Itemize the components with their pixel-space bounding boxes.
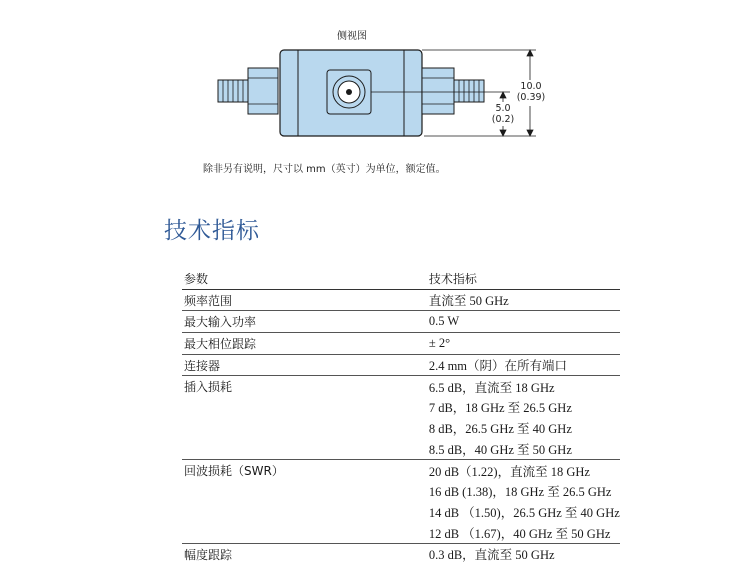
param-cell — [182, 502, 284, 523]
spec-value-cell: 16 dB (1.38)，18 GHz 至 26.5 GHz — [428, 485, 612, 500]
figure-title: 侧视图 — [337, 31, 367, 42]
dim-half: 5.0 (0.2) — [491, 103, 515, 125]
param-cell: 连接器 — [182, 354, 284, 376]
spec-value-cell: 8 dB，26.5 GHz 至 40 GHz — [428, 422, 572, 437]
table-row — [182, 397, 620, 418]
spec-value-cell: 2.4 mm（阴）在所有端口 — [284, 354, 620, 376]
param-cell: 频率范围 — [182, 289, 284, 311]
param-cell: 幅度跟踪 — [184, 547, 233, 562]
units-note: 除非另有说明，尺寸以 mm（英寸）为单位，额定值。 — [203, 164, 446, 175]
table-row — [182, 522, 620, 543]
param-cell — [182, 522, 284, 543]
spec-value-cell: 0.3 dB，直流至 50 GHz — [428, 548, 555, 563]
spec-table — [182, 268, 620, 565]
table-row — [182, 376, 620, 397]
spec-value-cell: 0.5 W — [284, 311, 620, 333]
spec-value-cell: 20 dB（1.22)，直流至 18 GHz — [428, 464, 590, 479]
table-row — [182, 418, 620, 439]
table-row — [182, 333, 620, 355]
spec-value-cell: 7 dB，18 GHz 至 26.5 GHz — [428, 401, 572, 416]
param-cell: 最大输入功率 — [182, 311, 284, 333]
right-connector — [422, 68, 484, 114]
param-cell: 插入损耗 — [184, 380, 233, 395]
table-row — [182, 502, 620, 523]
table-header-row — [182, 268, 620, 289]
param-cell — [182, 397, 284, 418]
spec-value-cell: 8.5 dB，40 GHz 至 50 GHz — [284, 439, 620, 460]
section-title: 技术指标 — [164, 218, 260, 244]
table-row — [182, 311, 620, 333]
spec-value-cell: 14 dB （1.50)，26.5 GHz 至 40 GHz — [428, 505, 620, 520]
header-param: 参数 — [182, 268, 284, 289]
param-cell — [182, 418, 284, 439]
table-row — [182, 543, 620, 564]
param-cell: 最大相位跟踪 — [182, 333, 284, 355]
table-row — [182, 289, 620, 311]
param-cell — [182, 439, 284, 460]
left-connector — [218, 68, 278, 114]
table-row — [182, 354, 620, 376]
center-port — [327, 70, 371, 114]
table-row — [182, 481, 620, 502]
dim-height: 10.0 (0.39) — [516, 81, 546, 103]
header-spec: 技术指标 — [284, 268, 620, 289]
table-row — [182, 439, 620, 460]
spec-value-cell: 12 dB （1.67)，40 GHz 至 50 GHz — [284, 522, 620, 543]
param-cell — [182, 481, 284, 502]
param-cell: 回波损耗（SWR） — [184, 464, 284, 479]
spec-value-cell: 直流至 50 GHz — [284, 289, 620, 311]
spec-value-cell: ± 2° — [284, 333, 620, 355]
table-row — [182, 460, 620, 481]
spec-value-cell: 6.5 dB，直流至 18 GHz — [428, 380, 555, 395]
